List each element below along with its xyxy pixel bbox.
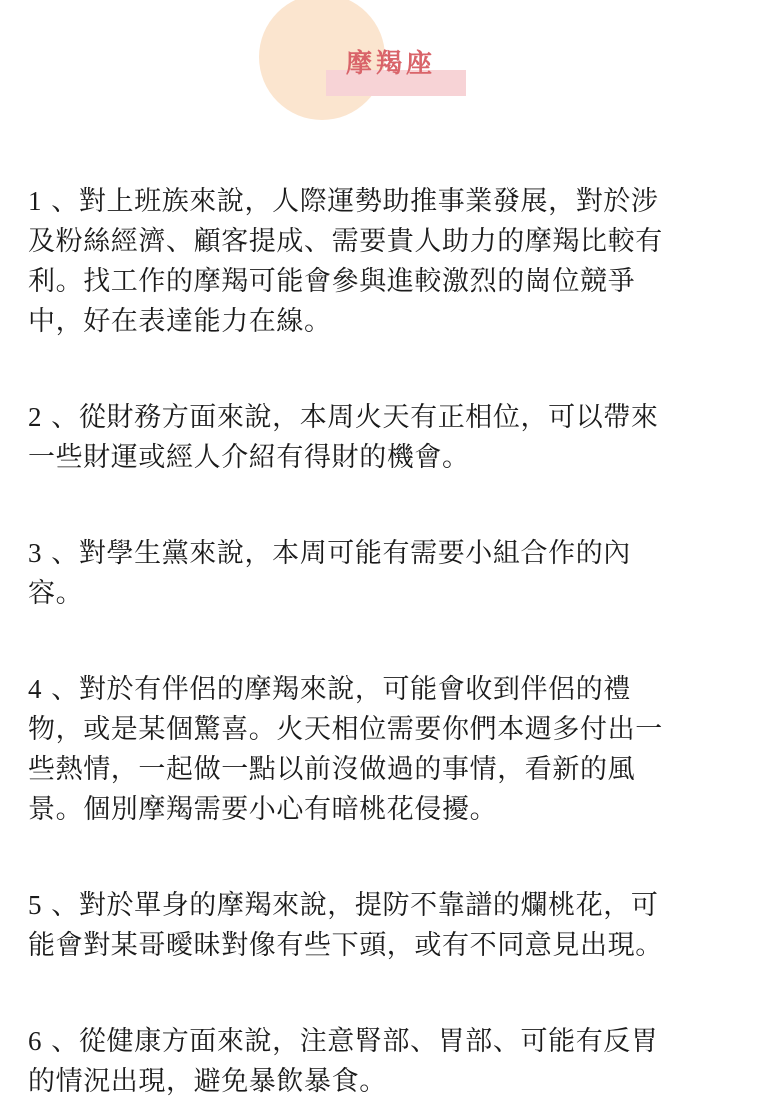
- paragraph-line: 3 、對學生黨來說，本周可能有需要小組合作的內: [28, 538, 631, 569]
- paragraph-line: 1 、對上班族來說，人際運勢助推事業發展，對於涉: [28, 186, 659, 217]
- paragraph-line: 景。個別摩羯需要小心有暗桃花侵擾。: [28, 794, 498, 825]
- paragraph-line: 物，或是某個驚喜。火天相位需要你們本週多付出一: [28, 714, 663, 745]
- paragraph-line: 些熱情，一起做一點以前沒做過的事情，看新的風: [28, 754, 636, 785]
- paragraph-2: [28, 397, 763, 478]
- paragraph-line: 4 、對於有伴侶的摩羯來說，可能會收到伴侶的禮: [28, 674, 631, 705]
- paragraph-line: 中，好在表達能力在線。: [28, 306, 332, 337]
- paragraph-number: 1: [28, 186, 43, 216]
- paragraph-4: [28, 669, 763, 830]
- paragraph-line: 2 、從財務方面來說，本周火天有正相位，可以帶來: [28, 402, 659, 433]
- paragraph-line: 5 、對於單身的摩羯來說，提防不靠譜的爛桃花，可: [28, 890, 659, 921]
- paragraph-number: 5: [28, 890, 43, 920]
- header: [0, 0, 775, 130]
- paragraph-number: 4: [28, 674, 43, 704]
- paragraph-line: 及粉絲經濟、顧客提成、需要貴人助力的摩羯比較有: [28, 226, 663, 257]
- paragraph-6: [28, 1021, 763, 1102]
- page-title: 摩羯座: [345, 49, 436, 79]
- paragraph-line: 一些財運或經人介紹有得財的機會。: [28, 442, 470, 473]
- paragraph-line: 的情況出現，避免暴飲暴食。: [28, 1066, 387, 1097]
- paragraph-number: 6: [28, 1026, 43, 1056]
- paragraph-5: [28, 885, 763, 966]
- paragraph-line: 容。: [28, 578, 84, 609]
- paragraph-1: [28, 181, 763, 342]
- paragraph-number: 2: [28, 402, 43, 432]
- paragraph-line: 6 、從健康方面來說，注意腎部、胃部、可能有反胃: [28, 1026, 659, 1057]
- paragraph-3: [28, 533, 763, 614]
- paragraph-number: 3: [28, 538, 43, 568]
- paragraph-line: 能會對某哥曖昧對像有些下頭，或有不同意見出現。: [28, 930, 663, 961]
- paragraph-line: 利。找工作的摩羯可能會參與進較激烈的崗位競爭: [28, 266, 636, 297]
- horoscope-content: [28, 181, 763, 1102]
